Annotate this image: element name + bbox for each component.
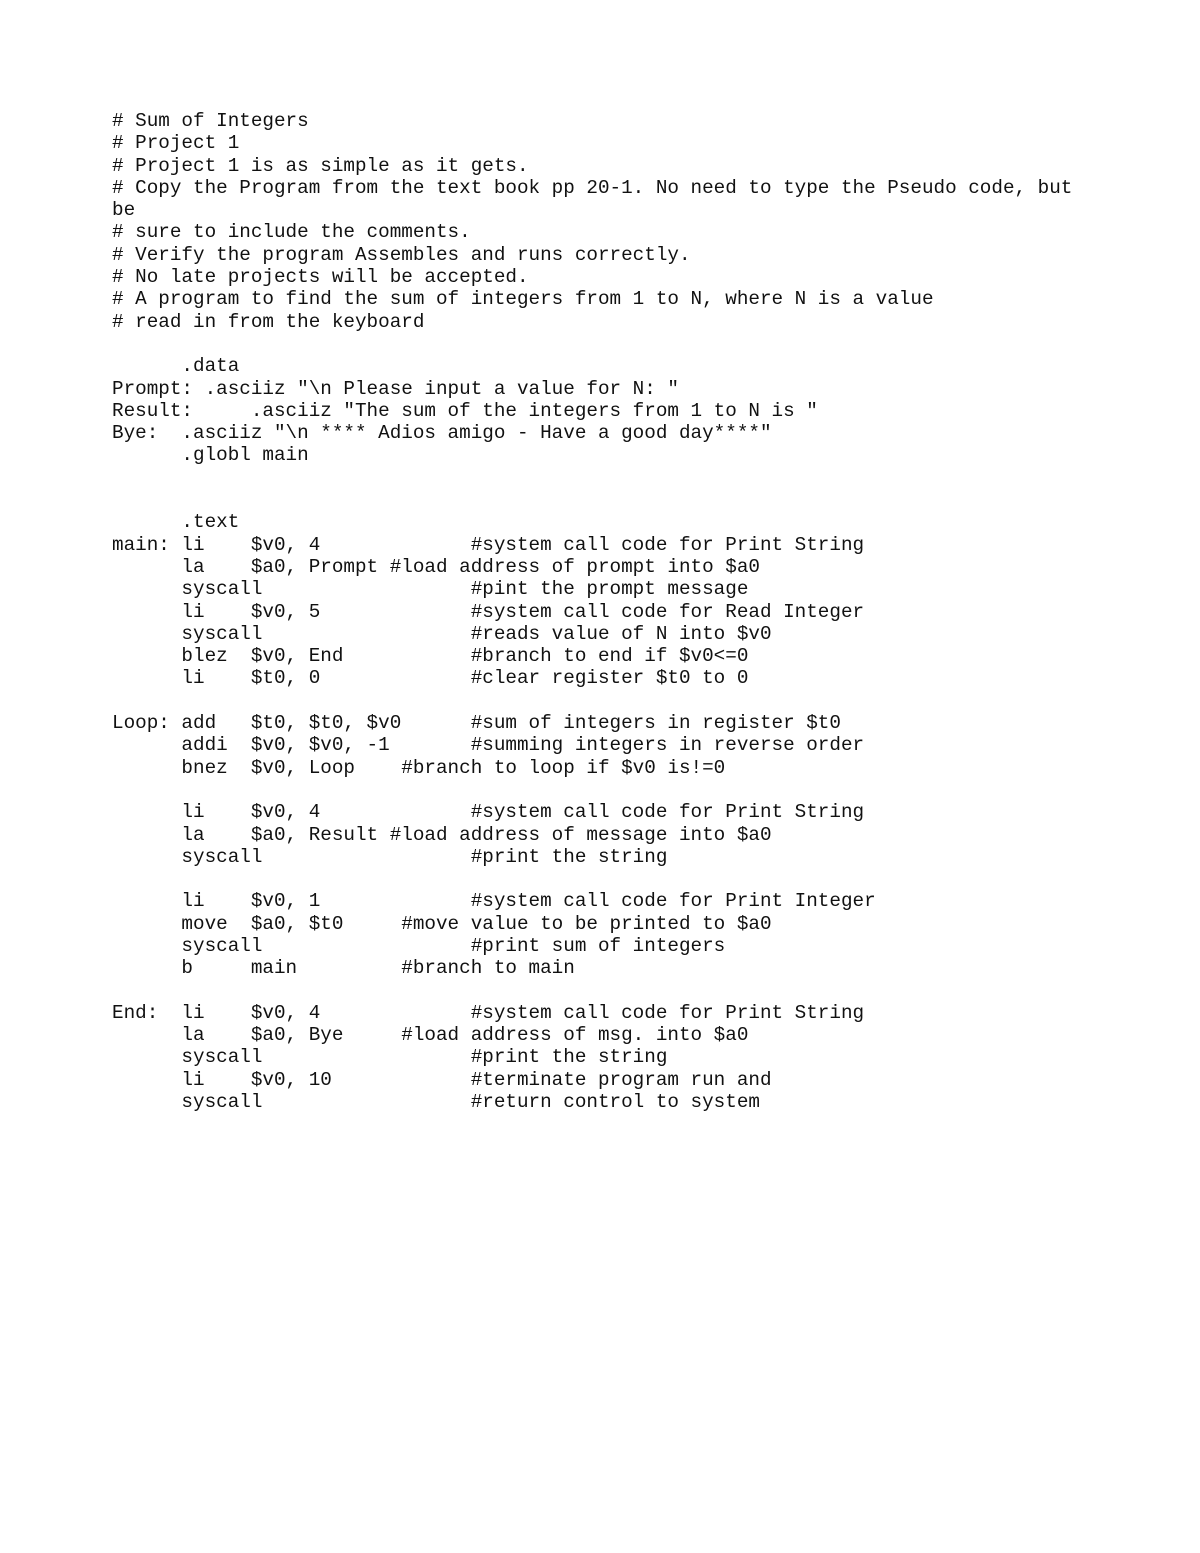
code-line: Prompt: .asciiz "\n Please input a value for N: " — [112, 377, 679, 400]
code-line: syscall #print the string — [112, 845, 668, 868]
code-line: # Project 1 is as simple as it gets. — [112, 154, 529, 177]
code-line: syscall #reads value of N into $v0 — [112, 622, 772, 645]
code-line: li $v0, 1 #system call code for Print Integer — [112, 890, 876, 913]
code-line: la $a0, Prompt #load address of prompt into $a0 — [112, 555, 760, 578]
code-line: syscall #return control to system — [112, 1091, 760, 1114]
code-line: syscall #print the string — [112, 1046, 668, 1069]
blank-line — [112, 489, 1112, 511]
code-line: li $t0, 0 #clear register $t0 to 0 — [112, 667, 749, 690]
code-line: bnez $v0, Loop #branch to loop if $v0 is!=0 — [112, 756, 726, 779]
code-line: End: li $v0, 4 #system call code for Print String — [112, 1001, 865, 1024]
code-line: addi $v0, $v0, -1 #summing integers in reverse order — [112, 734, 865, 757]
code-line: li $v0, 10 #terminate program run and — [112, 1068, 772, 1091]
code-line: syscall #pint the prompt message — [112, 578, 749, 601]
code-line: .globl main — [112, 444, 309, 467]
blank-line — [112, 779, 1112, 801]
code-line: li $v0, 5 #system call code for Read Integer — [112, 600, 865, 623]
blank-line — [112, 690, 1112, 712]
code-line: main: li $v0, 4 #system call code for Print String — [112, 533, 865, 556]
code-line: move $a0, $t0 #move value to be printed to $a0 — [112, 912, 772, 935]
blank-line — [112, 333, 1112, 355]
code-line: la $a0, Bye #load address of msg. into $a0 — [112, 1024, 749, 1047]
code-line: # Project 1 — [112, 132, 240, 155]
blank-line — [112, 868, 1112, 890]
code-line: # read in from the keyboard — [112, 310, 425, 333]
blank-line — [112, 467, 1112, 489]
code-line: # No late projects will be accepted. — [112, 266, 529, 289]
code-line: .text — [112, 511, 240, 534]
code-line: la $a0, Result #load address of message into $a0 — [112, 823, 772, 846]
source-code-listing — [112, 110, 1112, 1113]
blank-line — [112, 980, 1112, 1002]
code-line: # Verify the program Assembles and runs correctly. — [112, 243, 691, 266]
code-line: # sure to include the comments. — [112, 221, 471, 244]
code-line: .data — [112, 355, 240, 378]
code-line: blez $v0, End #branch to end if $v0<=0 — [112, 645, 749, 668]
code-line: syscall #print sum of integers — [112, 934, 726, 957]
code-line: Bye: .asciiz "\n **** Adios amigo - Have a good day****" — [112, 422, 772, 445]
code-line: # Sum of Integers — [112, 110, 309, 132]
code-line: # Copy the Program from the text book pp 20-1. No need to type the Pseudo code, but — [112, 176, 1073, 199]
code-line: Loop: add $t0, $t0, $v0 #sum of integers in register $t0 — [112, 712, 841, 735]
code-line: b main #branch to main — [112, 957, 575, 980]
code-line: li $v0, 4 #system call code for Print String — [112, 801, 865, 824]
code-line: be — [112, 199, 136, 222]
code-line: Result: .asciiz "The sum of the integers from 1 to N is " — [112, 399, 818, 422]
code-line: # A program to find the sum of integers from 1 to N, where N is a value — [112, 288, 934, 311]
